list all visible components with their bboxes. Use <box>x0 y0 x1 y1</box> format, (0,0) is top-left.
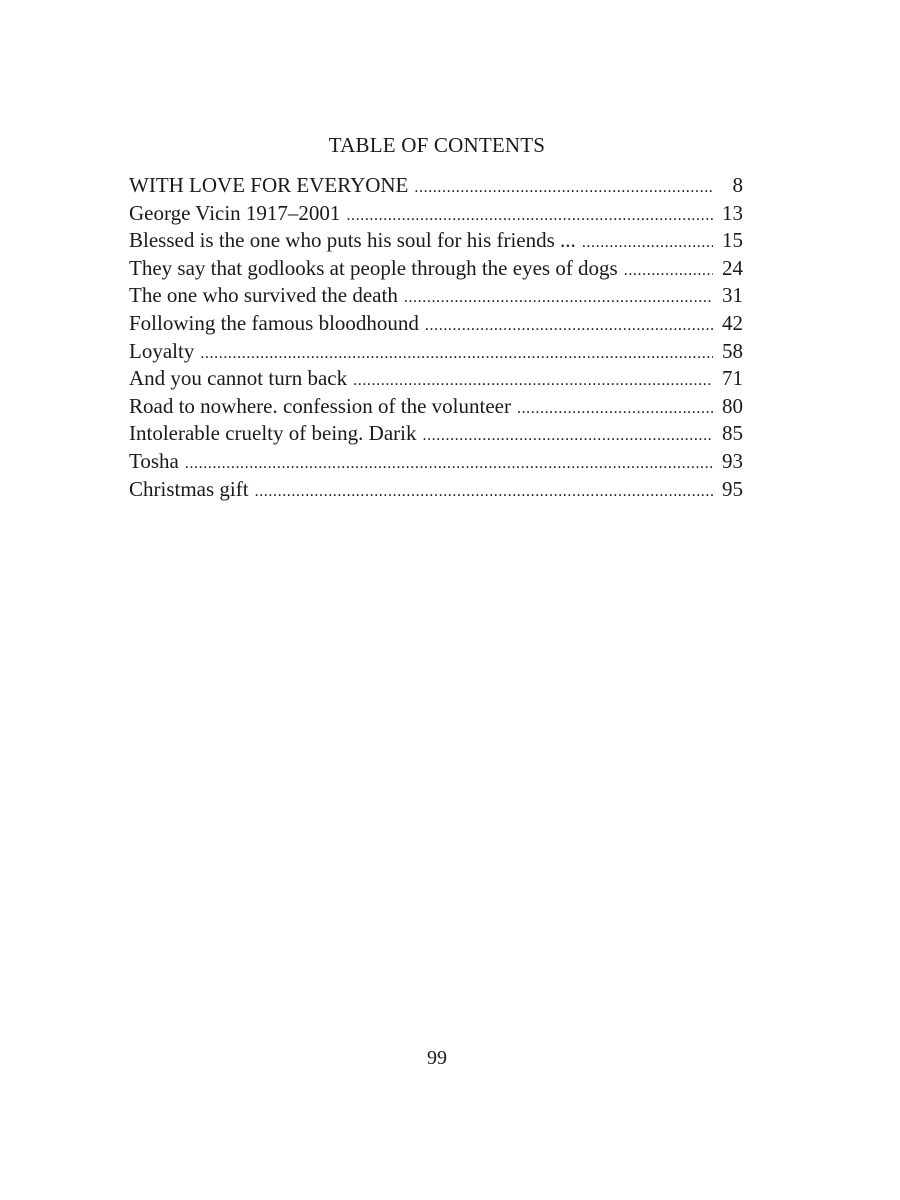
toc-entry-page: 42 <box>722 310 743 335</box>
toc-entry-page: 93 <box>722 448 743 473</box>
toc-entry-title: Road to nowhere. confession of the volunteer <box>129 393 511 418</box>
toc-entry-page: 31 <box>722 283 743 308</box>
toc-entry <box>129 255 743 283</box>
toc-entry-page: 85 <box>722 421 743 446</box>
dot-leader <box>425 312 713 340</box>
dot-leader <box>414 174 713 202</box>
dot-leader <box>346 202 713 230</box>
toc-entry-page: 80 <box>722 393 743 418</box>
dot-leader <box>404 284 713 312</box>
toc-entry-title: They say that godlooks at people through the eyes of dogs <box>129 255 618 280</box>
toc-entry <box>129 476 743 504</box>
toc-entry-title: WITH LOVE FOR EVERYONE <box>129 173 409 197</box>
toc-entry-page: 58 <box>722 338 743 363</box>
toc-entry-title: Blessed is the one who puts his soul for his friends ... <box>129 228 576 253</box>
dot-leader <box>582 229 713 257</box>
toc-entry <box>129 393 743 421</box>
toc-entry <box>129 448 743 476</box>
toc-entry-title: Loyalty <box>129 338 195 363</box>
dot-leader <box>422 422 713 450</box>
toc-entry <box>129 310 743 338</box>
toc-entry-title: George Vicin 1917–2001 <box>129 200 341 225</box>
toc-entry <box>129 227 743 255</box>
toc-entry <box>129 365 743 393</box>
toc-entry-title: The one who survived the death <box>129 283 398 308</box>
toc-entry <box>129 172 743 200</box>
toc-entry <box>129 420 743 448</box>
dot-leader <box>624 257 713 285</box>
toc-entry <box>129 282 743 310</box>
toc-list <box>129 172 743 503</box>
toc-entry-page: 15 <box>722 228 743 253</box>
toc-entry-title: Intolerable cruelty of being. Darik <box>129 421 417 446</box>
dot-leader <box>200 340 713 368</box>
toc-entry-page: 13 <box>722 200 743 225</box>
toc-entry-page: 95 <box>722 476 743 501</box>
toc-heading: TABLE OF CONTENTS <box>328 133 546 157</box>
toc-entry-page: 24 <box>722 255 743 280</box>
toc-entry-title: And you cannot turn back <box>129 366 348 391</box>
toc-entry <box>129 200 743 228</box>
toc-entry-title: Following the famous bloodhound <box>129 310 419 335</box>
dot-leader <box>517 395 713 423</box>
toc-entry-page: 71 <box>722 366 743 391</box>
page-number: 99 <box>427 1047 447 1069</box>
dot-leader <box>185 450 713 478</box>
toc-entry-title: Christmas gift <box>129 476 249 501</box>
toc-entry-title: Tosha <box>129 448 179 473</box>
toc-entry <box>129 338 743 366</box>
dot-leader <box>255 478 713 506</box>
toc-entry-page: 8 <box>732 173 743 197</box>
dot-leader <box>353 367 713 395</box>
